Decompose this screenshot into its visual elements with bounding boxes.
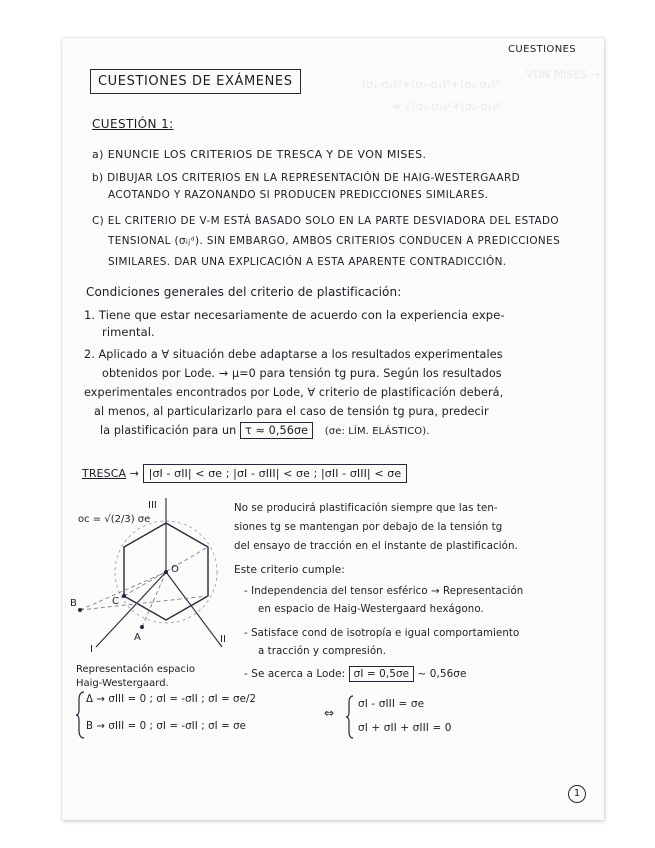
result-equation-2: σI + σII + σIII = 0: [358, 722, 452, 734]
label-C: C: [112, 596, 119, 607]
question-item-c-line2: TENSIONAL (σᵢⱼᵈ). SIN EMBARGO, AMBOS CRITERIOS CONDUCEN A PREDICCIONES: [108, 235, 561, 247]
haig-westergaard-diagram: [62, 492, 242, 692]
question-item-a: a) ENUNCIE LOS CRITERIOS DE TRESCA Y DE VON MISES.: [92, 148, 427, 161]
tau-result-box: τ ≈ 0,56σe: [240, 422, 313, 439]
bleed-text-1: VON MISES →: [526, 68, 601, 81]
diagram-caption-line2: Haig-Westergaard.: [76, 678, 169, 689]
label-B: B: [70, 598, 77, 609]
condition-2-line5: [100, 424, 430, 437]
label-axis-II: II: [220, 634, 226, 645]
label-axis-I: I: [90, 644, 93, 655]
page-title: CUESTIONES DE EXÁMENES: [90, 69, 301, 94]
tresca-tau-box: σI = 0,5σe: [349, 666, 414, 682]
yield-limit-note: (σe: LÍM. ELÁSTICO).: [324, 426, 430, 437]
bullet-1-line1: - Independencia del tensor esférico → Representación: [244, 586, 524, 597]
equation-line-b: B → σIII = 0 ; σI = -σII ; σI = σe: [86, 721, 246, 732]
equation-line-a: Δ → σIII = 0 ; σI = -σII ; σI = σe/2: [86, 694, 257, 705]
conditions-heading: Condiciones generales del criterio de plastificación:: [86, 285, 402, 299]
bleed-text-2: (σ₁-σ₂)²+(σ₂-σ₃)²+(σ₃-σ₁)²: [362, 78, 500, 91]
page-number: 1: [568, 785, 586, 803]
tresca-line: [82, 467, 407, 480]
result-equation-1: σI - σIII = σe: [358, 698, 425, 710]
point-a: [140, 625, 144, 629]
tresca-para-line2: siones tg se mantengan por debajo de la tensión tg: [234, 522, 503, 533]
question-item-b-line1: b) DIBUJAR LOS CRITERIOS EN LA REPRESENTACIÓN DE HAIG-WESTERGAARD: [92, 172, 521, 184]
tresca-para-line3: del ensayo de tracción en el instante de plastificación.: [234, 541, 518, 552]
condition-2-line4: al menos, al particularizarlo para el caso de tensión tg pura, predecir: [94, 405, 489, 418]
label-O: O: [171, 564, 179, 575]
tresca-label: TRESCA: [82, 467, 127, 480]
right-brace-icon: [346, 694, 354, 740]
axis-II-line: [166, 572, 222, 647]
dashed-diagonal-3: [80, 572, 166, 610]
axis-I-line: [96, 572, 166, 647]
condition-2-line5-text: la plastificación para un: [100, 424, 237, 437]
point-c: [122, 594, 126, 598]
tresca-criterion-box: |σI - σII| < σe ; |σI - σIII| < σe ; |σII - σIII| < σe: [143, 464, 408, 483]
left-brace-icon: [76, 690, 86, 740]
bullet-3-text: - Se acerca a Lode:: [244, 668, 346, 680]
bullet-3: [244, 668, 466, 680]
question-item-c-line1: C) EL CRITERIO DE V-M ESTÁ BASADO SOLO EN LA PARTE DESVIADORA DEL ESTADO: [92, 215, 560, 227]
question-item-b-line2: ACOTANDO Y RAZONANDO SI PRODUCEN PREDICCIONES SIMILARES.: [108, 189, 489, 201]
label-A: A: [134, 632, 141, 643]
cumple-heading: Este criterio cumple:: [234, 564, 345, 576]
condition-1-line1: 1. Tiene que estar necesariamente de acuerdo con la experiencia expe-: [84, 308, 505, 322]
bullet-2-line2: a tracción y compresión.: [258, 646, 387, 657]
question-item-c-line3: SIMILARES. DAR UNA EXPLICACIÓN A ESTA APARENTE CONTRADICCIÓN.: [108, 256, 507, 268]
oc-label: oc = √(2/3) σe: [78, 514, 151, 525]
condition-2-line3: experimentales encontrados por Lode, ∀ criterio de plastificación deberá,: [84, 386, 504, 399]
diagram-caption-line1: Representación espacio: [76, 664, 195, 675]
bullet-2-line1: - Satisface cond de isotropía e igual comportamiento: [244, 628, 520, 639]
condition-1-line2: rimental.: [102, 325, 155, 339]
arrow-icon: →: [129, 467, 140, 480]
bleed-text-3: = √(σ₁-σ₂)²+(σ₂-σ₃)²: [392, 100, 501, 113]
bullet-1-line2: en espacio de Haig-Westergaard hexágono.: [258, 604, 484, 615]
dashed-diagonal-4: [142, 572, 166, 627]
center-point: [164, 570, 168, 574]
condition-2-line1: 2. Aplicado a ∀ situación debe adaptarse a los resultados experimentales: [84, 348, 503, 361]
label-axis-III: III: [148, 500, 157, 511]
point-b: [78, 608, 82, 612]
equivalence-icon: ⇔: [324, 706, 335, 720]
tresca-para-line1: No se producirá plastificación siempre que las ten-: [234, 503, 498, 514]
condition-2-line2: obtenidos por Lode. → μ=0 para tensión tg pura. Según los resultados: [102, 367, 502, 380]
section-header: CUESTIONES: [508, 44, 577, 55]
question-label: CUESTIÓN 1:: [92, 117, 174, 131]
notebook-page: [62, 38, 604, 820]
bullet-3-approx: ~ 0,56σe: [417, 668, 467, 680]
